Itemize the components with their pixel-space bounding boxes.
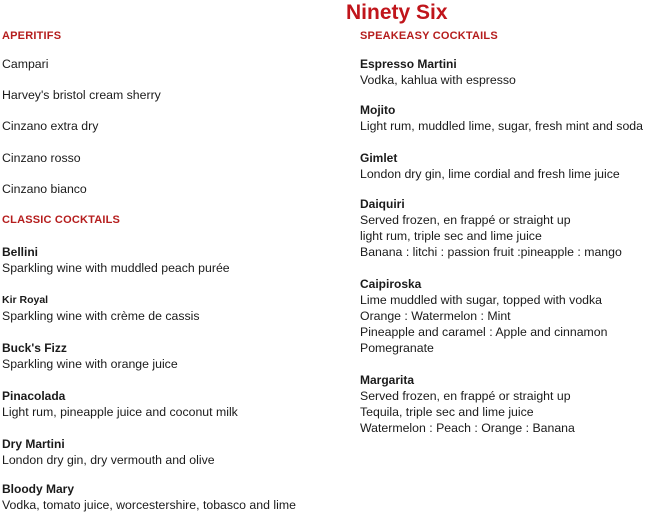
cocktail-name: Kir Royal bbox=[2, 294, 49, 306]
menu-entry bbox=[360, 150, 620, 182]
cocktail-name: Espresso Martini bbox=[360, 57, 457, 71]
cocktail-name: Buck's Fizz bbox=[2, 341, 67, 355]
cocktail-description: Served frozen, en frappé or straight up bbox=[360, 213, 571, 227]
cocktail-description: Lime muddled with sugar, topped with vodka bbox=[360, 293, 602, 307]
cocktail-name: Margarita bbox=[360, 373, 415, 387]
cocktail-description: Orange : Watermelon : Mint bbox=[360, 309, 511, 323]
cocktail-description: Sparkling wine with muddled peach purée bbox=[2, 261, 230, 275]
menu-entry bbox=[360, 276, 607, 356]
aperitif-item: Harvey's bristol cream sherry bbox=[2, 88, 161, 102]
menu-entry bbox=[360, 56, 516, 88]
menu-entry bbox=[2, 244, 230, 276]
cocktail-description: Light rum, muddled lime, sugar, fresh mint and soda bbox=[360, 119, 643, 133]
cocktail-description: Served frozen, en frappé or straight up bbox=[360, 389, 571, 403]
cocktail-description: Light rum, pineapple juice and coconut milk bbox=[2, 405, 238, 419]
menu-entry bbox=[2, 340, 178, 372]
menu-entry bbox=[360, 372, 575, 436]
speakeasy-cocktails-heading: SPEAKEASY COCKTAILS bbox=[360, 30, 498, 42]
aperitif-item: Cinzano extra dry bbox=[2, 119, 99, 133]
cocktail-description: Pineapple and caramel : Apple and cinnamon bbox=[360, 325, 608, 339]
cocktail-description: Pomegranate bbox=[360, 341, 434, 355]
cocktail-description: Sparkling wine with orange juice bbox=[2, 357, 178, 371]
aperitif-item: Cinzano bianco bbox=[2, 182, 87, 196]
menu-entry bbox=[2, 292, 200, 324]
cocktail-description: London dry gin, dry vermouth and olive bbox=[2, 453, 215, 467]
classic-cocktails-heading: CLASSIC COCKTAILS bbox=[2, 214, 121, 226]
cocktail-name: Mojito bbox=[360, 103, 396, 117]
aperitif-item: Campari bbox=[2, 57, 49, 71]
cocktail-description: Tequila, triple sec and lime juice bbox=[360, 405, 534, 419]
cocktail-description: Vodka, kahlua with espresso bbox=[360, 73, 516, 87]
cocktail-name: Bloody Mary bbox=[2, 482, 75, 496]
cocktail-description: Watermelon : Peach : Orange : Banana bbox=[360, 421, 575, 435]
cocktail-name: Daiquiri bbox=[360, 197, 405, 211]
cocktail-name: Gimlet bbox=[360, 151, 398, 165]
menu-entry bbox=[360, 102, 643, 134]
cocktail-description: Vodka, tomato juice, worcestershire, tobasco and lime bbox=[2, 498, 296, 512]
aperitifs-heading: APERITIFS bbox=[2, 30, 62, 42]
cocktail-name: Bellini bbox=[2, 245, 39, 259]
menu-entry bbox=[2, 481, 296, 513]
cocktail-name: Dry Martini bbox=[2, 437, 65, 451]
menu-entry bbox=[360, 196, 622, 260]
aperitif-item: Cinzano rosso bbox=[2, 151, 81, 165]
cocktail-description: light rum, triple sec and lime juice bbox=[360, 229, 542, 243]
cocktail-description: Banana : litchi : passion fruit :pineapple : mango bbox=[360, 245, 622, 259]
cocktail-name: Caipiroska bbox=[360, 277, 422, 291]
menu-entry bbox=[2, 388, 238, 420]
menu-title: Ninety Six bbox=[346, 1, 448, 24]
cocktail-name: Pinacolada bbox=[2, 389, 66, 403]
cocktail-description: London dry gin, lime cordial and fresh lime juice bbox=[360, 167, 620, 181]
cocktail-description: Sparkling wine with crème de cassis bbox=[2, 309, 200, 323]
menu-entry bbox=[2, 436, 215, 468]
